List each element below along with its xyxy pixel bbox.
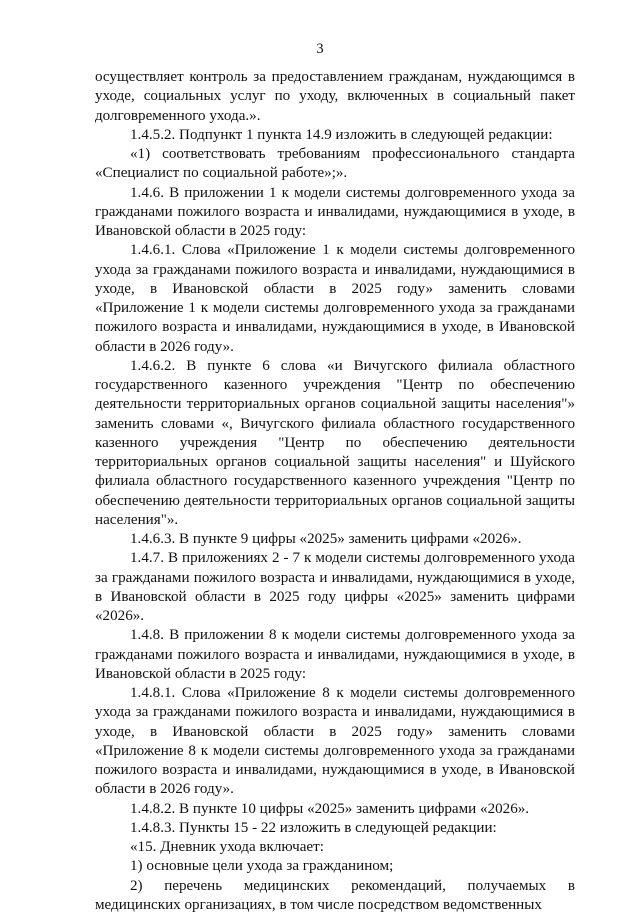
paragraph-1-4-7: 1.4.7. В приложениях 2 - 7 к модели системы долговременного ухода за гражданами пожилого возраста и инвалидами, нуждающимися в уходе, в Ивановской области в 2025 году цифры «2025» заменить цифрами «2026». [95,549,575,626]
paragraph-continuation: осуществляет контроль за предоставлением гражданам, нуждающимся в уходе, социальных услуг по уходу, включенных в социальный пакет долговременного ухода.». [95,68,575,126]
page-number: 3 [0,40,640,58]
paragraph-quote-subitem-1: «1) соответствовать требованиям профессионального стандарта «Специалист по социальной работе»;». [95,145,575,184]
paragraph-item-15: «15. Дневник ухода включает: [95,838,575,857]
paragraph-1-4-8: 1.4.8. В приложении 8 к модели системы долговременного ухода за гражданами пожилого возраста и инвалидами, нуждающимися в уходе, в Ивановской области в 2025 году: [95,626,575,684]
paragraph-1-4-6-2: 1.4.6.2. В пункте 6 слова «и Вичугского филиала областного государственного казенного учреждения "Центр по обеспечению деятельности территориальных органов социальной защиты населения"» заменить словами «, Вичугского филиала областного государственного казенного учреждения "Центр по обеспечению деятельности территориальных органов социальной защиты населения" и Шуйского филиала областного государственного казенного учреждения "Центр по обеспечению деятельности территориальных органов социальной защиты населения"». [95,357,575,530]
paragraph-1-4-6: 1.4.6. В приложении 1 к модели системы долговременного ухода за гражданами пожилого возраста и инвалидами, нуждающимися в уходе, в Ивановской области в 2025 году: [95,184,575,242]
paragraph-list-item-1: 1) основные цели ухода за гражданином; [95,857,575,876]
paragraph-1-4-6-3: 1.4.6.3. В пункте 9 цифры «2025» заменить цифрами «2026». [95,530,575,549]
paragraph-1-4-8-2: 1.4.8.2. В пункте 10 цифры «2025» заменить цифрами «2026». [95,800,575,819]
paragraph-1-4-8-1: 1.4.8.1. Слова «Приложение 8 к модели системы долговременного ухода за гражданами пожилого возраста и инвалидами, нуждающимися в уходе, в Ивановской области в 2025 году» заменить словами «Приложение 8 к модели системы долговременного ухода за гражданами пожилого возраста и инвалидами, нуждающимися в уходе, в Ивановской области в 2026 году». [95,684,575,800]
document-body [95,68,575,915]
paragraph-1-4-5-2: 1.4.5.2. Подпункт 1 пункта 14.9 изложить в следующей редакции: [95,126,575,145]
paragraph-list-item-2: 2) перечень медицинских рекомендаций, получаемых в медицинских организациях, в том числе посредством ведомственных [95,877,575,915]
paragraph-1-4-6-1: 1.4.6.1. Слова «Приложение 1 к модели системы долговременного ухода за гражданами пожилого возраста и инвалидами, нуждающимися в уходе, в Ивановской области в 2025 году» заменить словами «Приложение 1 к модели системы долговременного ухода за гражданами пожилого возраста и инвалидами, нуждающимися в уходе, в Ивановской области в 2026 году». [95,241,575,357]
paragraph-1-4-8-3: 1.4.8.3. Пункты 15 - 22 изложить в следующей редакции: [95,819,575,838]
